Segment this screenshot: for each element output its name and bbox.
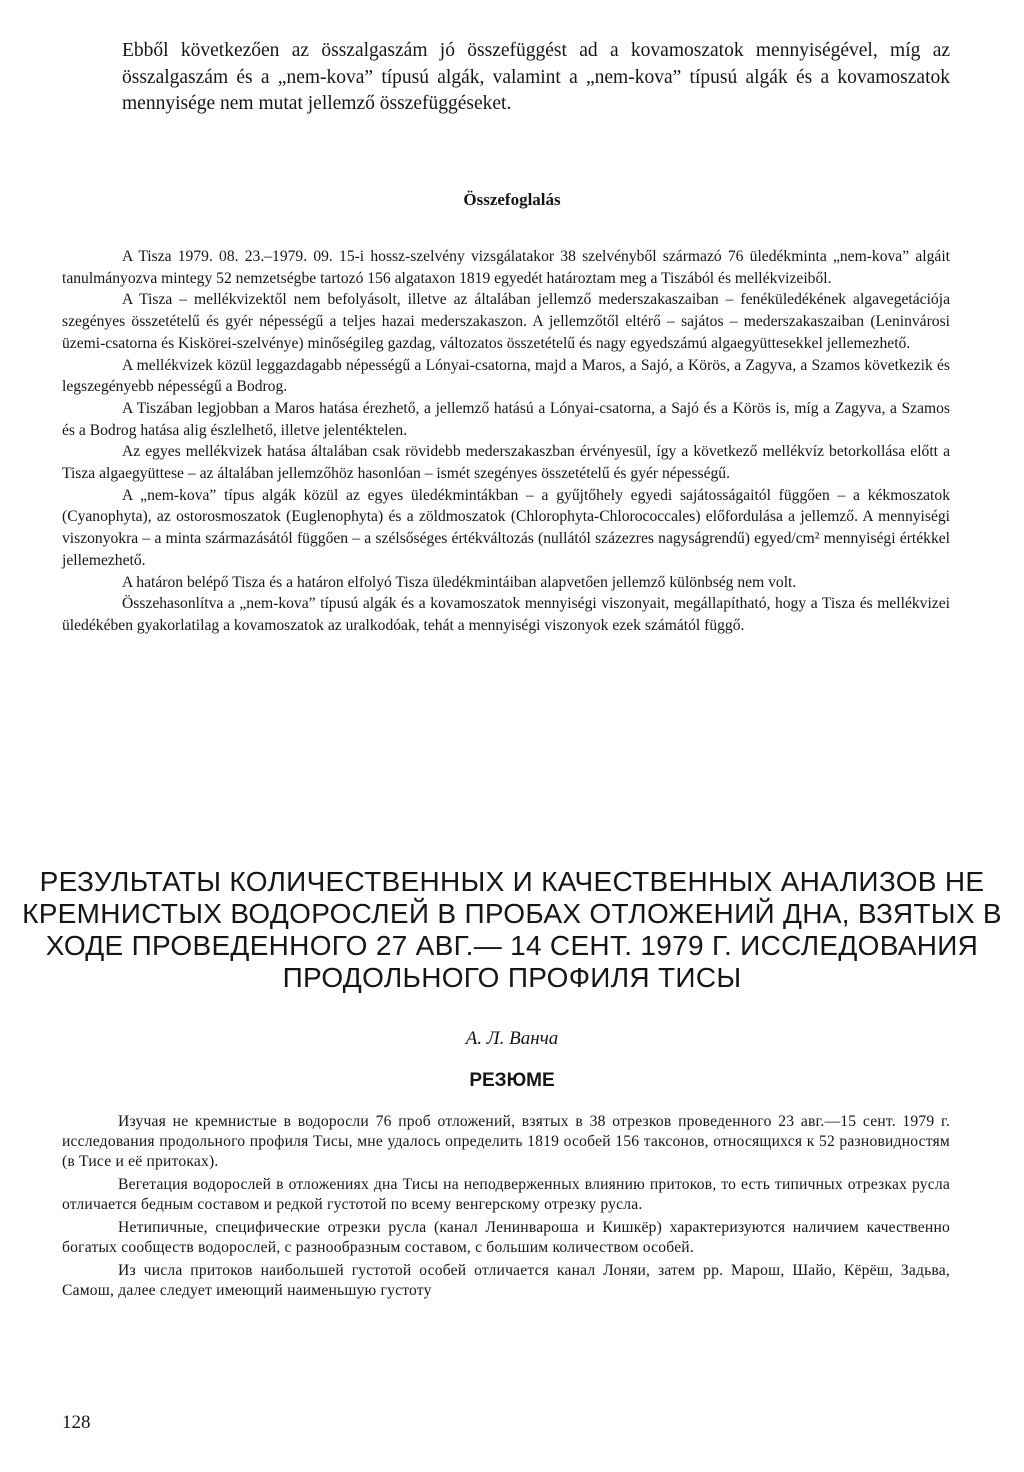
resume-heading: РЕЗЮМЕ xyxy=(469,1070,555,1091)
resume-paragraph: Из числа притоков наибольшей густотой особей отличается канал Лоняи, затем рр. Марош, Шайо, Кёрёш, Задьва, Самош, далее следует имеющий наименьшую густоту xyxy=(62,1262,950,1299)
summary-paragraph: Összehasonlítva a „nem-kova” típusú algák és a kovamoszatok mennyiségi viszonyait, megállapítható, hogy a Tisza és mellékvizei üledékében gyakorlatilag a kovamoszatok az uralkodóak, tehát a mennyiségi viszonyok ezek számától függő. xyxy=(62,595,950,634)
summary-paragraph: A „nem-kova” típus algák közül az egyes üledékmintákban – a gyűjtőhely egyedi sajátosságaitól függően – a kékmoszatok (Cyanophyta), az ostorosmoszatok (Euglenophyta) és a zöldmoszatok (Chlorophyta-Chlorococcales) előfordulása a jellemző. A mennyiségi viszonyokra – a minta származásától függően – a szélsőséges értékváltozás (nullától százezres nagyságrendű) egyed/cm² mennyiségi értékkel jellemezhető. xyxy=(62,486,950,569)
resume-paragraph: Изучая не кремнистые в водоросли 76 проб отложений, взятых в 38 отрезков проведенного 23 авг.—15 сент. 1979 г. исследования продольного профиля Тисы, мне удалось определить 1819 особей 156 таксонов, относящихся к 52 разновидностям (в Тисе и её притоках). xyxy=(62,1113,950,1170)
summary-paragraph: A Tisza – mellékvizektől nem befolyásolt, illetve az általában jellemző mederszakaszaiban – fenéküledékének algavegetációja szegényes összetételű és gyér népességű a teljes hazai mederszakaszon. A jellemzőtől eltérő – sajátos – mederszakaszaiban (Leninvárosi üzemi-csatorna és Kiskörei-szelvénye) minőségileg gazdag, változatos összetételű és nagy egyedszámú algaegyüttesekkel jellemezhető. xyxy=(62,291,950,352)
summary-heading: Összefoglalás xyxy=(463,190,561,209)
summary-paragraph: A mellékvizek közül leggazdagabb népességű a Lónyai-csatorna, majd a Maros, a Sajó, a Körös, a Zagyva, a Szamos következik és legszegényebb népességű a Bodrog. xyxy=(62,356,950,396)
russian-author: А. Л. Ванча xyxy=(465,1028,559,1049)
summary-paragraph: A határon belépő Tisza és a határon elfolyó Tisza üledékmintáiban alapvetően jellemző különbség nem volt. xyxy=(122,573,797,591)
russian-title: РЕЗУЛЬТАТЫ КОЛИЧЕСТВЕННЫХ И КАЧЕСТВЕННЫХ АНАЛИЗОВ НЕ КРЕМНИСТЫХ ВОДОРОСЛЕЙ В ПРОБАХ ОТЛОЖЕНИЙ ДНА, ВЗЯТЫХ В ХОДЕ ПРОВЕДЕННОГО 27 АВГ.— 14 СЕНТ. 1979 Г. ИССЛЕДОВАНИЯ ПРОДОЛЬНОГО ПРОФИЛЯ ТИСЫ xyxy=(22,866,1002,993)
resume-body xyxy=(62,1112,950,1304)
summary-body xyxy=(62,246,950,637)
summary-paragraph: Az egyes mellékvizek hatása általában csak rövidebb mederszakaszban érvényesül, így a következő mellékvíz betorkollása előtt a Tisza algaegyüttese – az általában jellemzőhöz hasonlóan – ismét szegényes összetételű és gyér népességű. xyxy=(62,443,950,483)
intro-paragraph: Ebből következően az összalgaszám jó összefüggést ad a kovamoszatok mennyiségével, míg az összalgaszám és a „nem-kova” típusú algák, valamint a „nem-kova” típusú algák és a kovamoszatok mennyisége nem mutat jellemző összefüggéseket. xyxy=(122,40,950,114)
summary-paragraph: A Tiszában legjobban a Maros hatása érezhető, a jellemző hatású a Lónyai-csatorna, a Sajó és a Körös is, míg a Zagyva, a Szamos és a Bodrog hatása alig észlelhető, illetve jelentéktelen. xyxy=(62,399,950,439)
page-number: 128 xyxy=(62,1412,91,1433)
resume-paragraph: Вегетация водорослей в отложениях дна Тисы на неподверженных влиянию притоков, то есть типичных отрезках русла отличается бедным составом и редкой густотой по всему венгерскому отрезку русла. xyxy=(62,1176,950,1213)
summary-paragraph: A Tisza 1979. 08. 23.–1979. 09. 15-i hossz-szelvény vizsgálatakor 38 szelvényből származó 76 üledékminta „nem-kova” algáit tanulmányozva mintegy 52 nemzetségbe tartozó 156 algataxon 1819 egyedét határoztam meg a Tiszából és mellékvizeiből. xyxy=(62,248,950,287)
resume-paragraph: Нетипичные, специфические отрезки русла (канал Ленинвароша и Кишкёр) характеризуются наличием качественно богатых сообществ водорослей, с разнообразным составом, с большим количеством особей. xyxy=(62,1219,950,1256)
